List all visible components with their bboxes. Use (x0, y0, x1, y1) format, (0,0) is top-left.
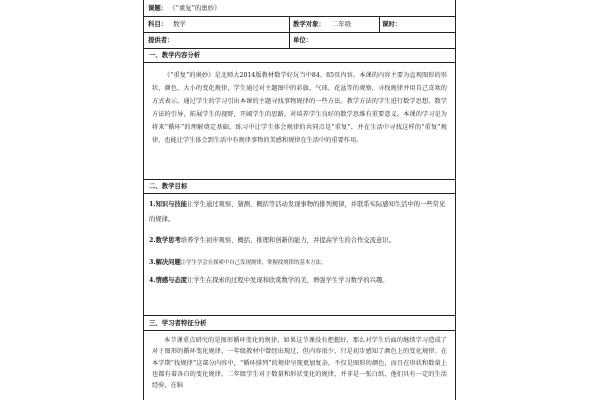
provider-row (144, 33, 455, 49)
topic-value: 《“重复”的奥妙》 (169, 3, 221, 12)
goal-text: 让学生在探索的过程中发现和欣赏数学的美，增强学生学习数学的兴趣。 (187, 277, 389, 284)
target-cell (293, 17, 351, 32)
topic-label: 课题： (148, 3, 168, 12)
divider (379, 17, 380, 32)
goal-item (149, 234, 449, 249)
goal-label: 2.数学思考 (149, 237, 181, 244)
goal-label: 3.解决问题 (149, 258, 181, 266)
paragraph: 《“重复”的奥妙》是北师大2014版教材数学好玩当中84、85页内容。本课的内容主要为直观图形的形状、颜色、大小的变化规律，学生通过对主题图中的彩旗、气球、花盆等的观察，寻找规律并用自己喜欢的方式表示。通过学生的学习引出本课的主题寻找事物规律的一些方法。教学方法的学生进行数学思想、数学方法的引导，拓展学生的视野，开阔学生的思路，对培养学生良好的数学思维有重要意义。本课的学习是为将来“循环”的理解奠定基础，练习中让学生体会规律的共同点是“重复”，并在生活中寻找这样的“重复”规律，也能让学生体会到生活中有规律事物的美感和规律在生活中的重要作用。 (152, 72, 447, 144)
section-header (144, 49, 455, 63)
content-analysis-body (144, 63, 455, 180)
learner-analysis-text (152, 335, 447, 391)
section-title: 二、教学目标 (149, 182, 188, 191)
provider-cell (148, 33, 174, 48)
topic-cell (148, 0, 220, 16)
learner-analysis-body (144, 331, 455, 403)
hours-cell (382, 17, 401, 32)
section-header (144, 316, 455, 331)
topic-row (144, 0, 455, 17)
section-title: 三、学习者特征分析 (149, 318, 207, 327)
unit-label: 单位： (293, 36, 313, 45)
content-analysis-text (152, 70, 447, 147)
section-title: 一、教学内容分析 (149, 51, 201, 60)
goal-text: 培养学生初步观察、概括、推理和创新的能力，并提高学生的合作交流意识。 (180, 237, 395, 244)
provider-label: 提供者： (148, 36, 174, 45)
goals-body (144, 194, 455, 316)
unit-cell (293, 33, 312, 48)
goals-list (149, 198, 449, 289)
section-header (144, 180, 455, 194)
goal-item (149, 198, 449, 227)
divider (289, 17, 290, 32)
subject-row (144, 17, 455, 33)
target-value: 二年级 (331, 20, 352, 29)
goal-item (149, 256, 449, 271)
hours-label: 课时： (382, 20, 402, 29)
subject-label: 科目： (148, 20, 168, 29)
divider (289, 33, 290, 48)
subject-cell (148, 17, 186, 32)
goal-label: 4.情感与态度 (149, 277, 188, 284)
goal-text: 让学生通过观察、猜测、概括等活动发现事物的排列规律，并联系实际感知生活中的一些常见的规律。 (149, 201, 446, 223)
subject-value: 数学 (173, 20, 186, 29)
lesson-plan-table (143, 0, 456, 400)
target-label: 教学对象： (293, 20, 325, 29)
paragraph: 本节课重点研究的是图形循环变化的规律，如果这节课没有把握好，那么对学生后面的继续学习造成了对于图形的循环变化规律，一年级教材中曾经出现过，但内容很少，只是初步感知了颜色上的变化规律。在本学期“找规律”这部分内容中，“循环排列”的规律呈现更加复杂，不仅是图形的颜色，而且在形状和数量上也都有着各自的变化规律。二年级学生对于数量和形状变化的规律，并非是一张白纸，他们具有一定的生活经验，在脑 (152, 337, 447, 390)
goal-item (149, 274, 449, 289)
goal-label: 1.知识与技能 (149, 201, 188, 208)
goal-text: 让学生学会在探索中自己发现规律，掌握找规律的基本方法。 (180, 259, 327, 266)
